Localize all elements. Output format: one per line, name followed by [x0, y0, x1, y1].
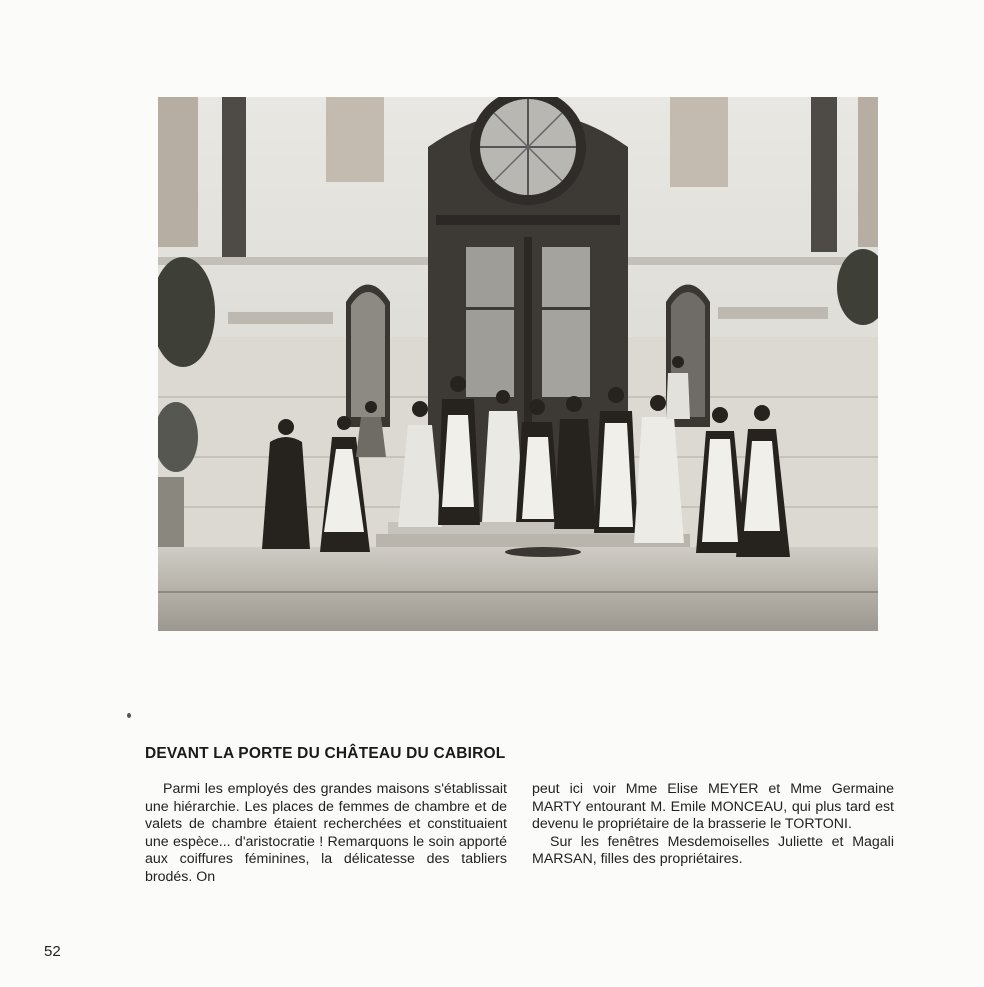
caption-left-paragraph: Parmi les employés des grandes maisons s'établissait une hiérarchie. Les places de femmes de chambre et de valets de chambre étaient recherchées et constituaient une espèce... d'aristocratie ! Remarquons le soin apporté aux coiffures féminines, la délicatesse des tabliers brodés. On: [145, 781, 507, 885]
print-speck: [127, 713, 131, 718]
page-number: 52: [44, 943, 61, 960]
caption-right-paragraph-1: peut ici voir Mme Elise MEYER et Mme Germaine MARTY entourant M. Emile MONCEAU, qui plus tard est devenu le propriétaire de la brasserie le TORTONI.: [532, 781, 894, 833]
caption-right-column: [532, 781, 894, 869]
archive-photograph: [158, 97, 878, 631]
caption-left-column: [145, 781, 507, 887]
caption-title: DEVANT LA PORTE DU CHÂTEAU DU CABIROL: [145, 745, 506, 762]
caption-right-paragraph-2: Sur les fenêtres Mesdemoiselles Juliette et Magali MARSAN, filles des propriétaires.: [532, 833, 894, 868]
